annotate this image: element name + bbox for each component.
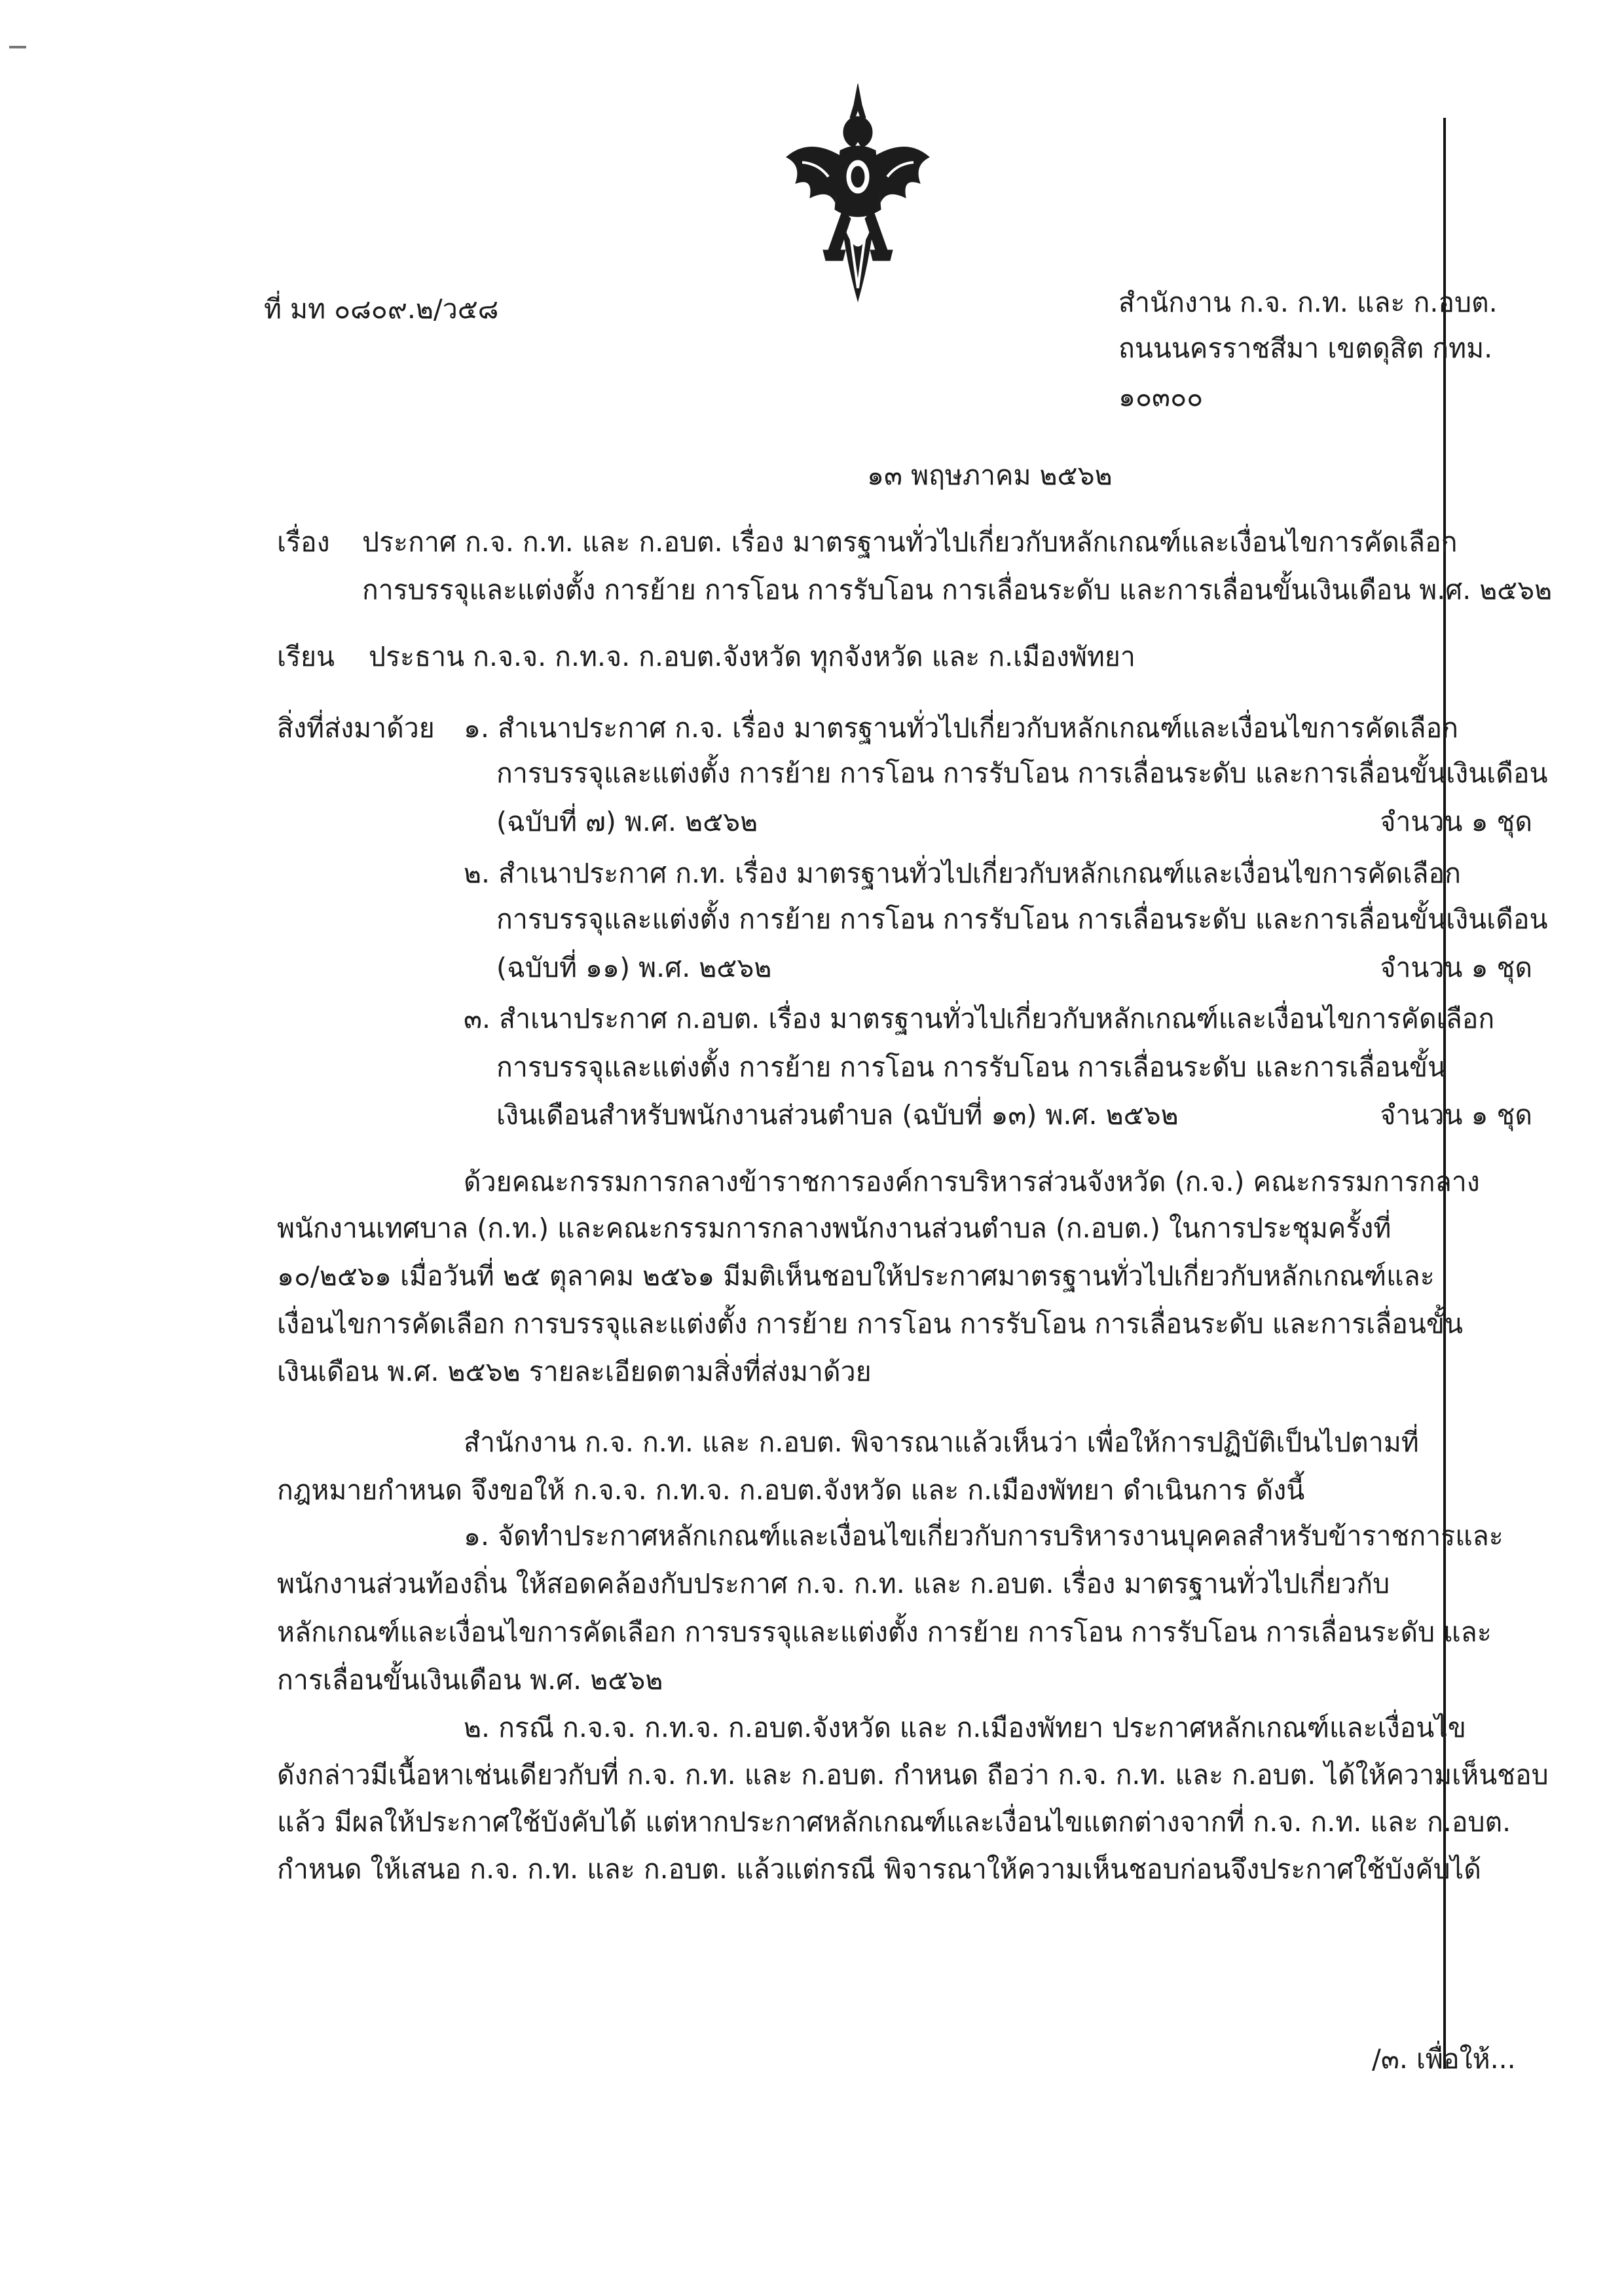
paragraph-2-line-2: กฎหมายกำหนด จึงขอให้ ก.จ.จ. ก.ท.จ. ก.อบต.จังหวัด และ ก.เมืองพัทยา ดำเนินการ ดังนี้ <box>277 1474 1305 1506</box>
subject-label: เรื่อง <box>277 526 330 558</box>
paragraph-1-line-5: เงินเดือน พ.ศ. ๒๕๖๒ รายละเอียดตามสิ่งที่ส่งมาด้วย <box>277 1356 872 1387</box>
paragraph-1-line-2: พนักงานเทศบาล (ก.ท.) และคณะกรรมการกลางพนักงานส่วนตำบล (ก.อบต.) ในการประชุมครั้งที่ <box>277 1212 1392 1244</box>
paragraph-1-line-3: ๑๐/๒๕๖๑ เมื่อวันที่ ๒๕ ตุลาคม ๒๕๖๑ มีมติเห็นชอบให้ประกาศมาตรฐานทั่วไปเกี่ยวกับหลักเกณฑ์และ <box>277 1260 1435 1292</box>
letter-date: ๑๓ พฤษภาคม ๒๕๖๒ <box>867 460 1113 491</box>
enclosure-item-2-line-3: (ฉบับที่ ๑๑) พ.ศ. ๒๕๖๒ <box>496 952 772 983</box>
recipient-label: เรียน <box>277 641 335 672</box>
action-item-2-line-4: กำหนด ให้เสนอ ก.จ. ก.ท. และ ก.อบต. แล้วแต่กรณี พิจารณาให้ความเห็นชอบก่อนจึงประกาศใช้บังคับได้ <box>277 1853 1481 1885</box>
paragraph-1-line-4: เงื่อนไขการคัดเลือก การบรรจุและแต่งตั้ง การย้าย การโอน การรับโอน การเลื่อนระดับ และการเลื่อนขั้น <box>277 1308 1463 1339</box>
subject-line-2: การบรรจุและแต่งตั้ง การย้าย การโอน การรับโอน การเลื่อนระดับ และการเลื่อนขั้นเงินเดือน พ.ศ. ๒๕๖๒ <box>362 574 1553 606</box>
action-item-1-line-1: ๑. จัดทำประกาศหลักเกณฑ์และเงื่อนไขเกี่ยวกับการบริหารงานบุคคลสำหรับข้าราชการและ <box>464 1520 1504 1552</box>
scan-artifact-edge-mark <box>9 46 26 48</box>
continuation-marker: /๓. เพื่อให้... <box>1372 2043 1516 2075</box>
enclosure-item-1-quantity: จำนวน ๑ ชุด <box>1380 806 1532 837</box>
enclosure-item-2-line-2: การบรรจุและแต่งตั้ง การย้าย การโอน การรับโอน การเลื่อนระดับ และการเลื่อนขั้นเงินเดือน <box>496 903 1548 935</box>
action-item-1-line-4: การเลื่อนขั้นเงินเดือน พ.ศ. ๒๕๖๒ <box>277 1664 663 1696</box>
action-item-2-line-2: ดังกล่าวมีเนื้อหาเช่นเดียวกับที่ ก.จ. ก.ท. และ ก.อบต. กำหนด ถือว่า ก.จ. ก.ท. และ ก.อบต. ได้ให้ความเห็นชอบ <box>277 1759 1549 1791</box>
paragraph-2-line-1: สำนักงาน ก.จ. ก.ท. และ ก.อบต. พิจารณาแล้วเห็นว่า เพื่อให้การปฏิบัติเป็นไปตามที่ <box>464 1427 1419 1458</box>
garuda-emblem-icon <box>783 79 933 308</box>
action-item-2-line-1: ๒. กรณี ก.จ.จ. ก.ท.จ. ก.อบต.จังหวัด และ ก.เมืองพัทยา ประกาศหลักเกณฑ์และเงื่อนไข <box>464 1712 1466 1743</box>
enclosure-item-1-line-2: การบรรจุและแต่งตั้ง การย้าย การโอน การรับโอน การเลื่อนระดับ และการเลื่อนขั้นเงินเดือน <box>496 757 1548 789</box>
recipient-text: ประธาน ก.จ.จ. ก.ท.จ. ก.อบต.จังหวัด ทุกจังหวัด และ ก.เมืองพัทยา <box>369 641 1135 672</box>
enclosure-item-3-quantity: จำนวน ๑ ชุด <box>1380 1099 1532 1131</box>
enclosure-item-1-line-3: (ฉบับที่ ๗) พ.ศ. ๒๕๖๒ <box>496 806 758 837</box>
enclosure-item-3-line-2: การบรรจุและแต่งตั้ง การย้าย การโอน การรับโอน การเลื่อนระดับ และการเลื่อนขั้น <box>496 1051 1447 1083</box>
office-address: ถนนนครราชสีมา เขตดุสิต กทม. <box>1118 333 1493 364</box>
enclosure-item-3-line-3: เงินเดือนสำหรับพนักงานส่วนตำบล (ฉบับที่ ๑๓) พ.ศ. ๒๕๖๒ <box>496 1099 1179 1131</box>
enclosure-item-2-quantity: จำนวน ๑ ชุด <box>1380 952 1532 983</box>
reference-number: ที่ มท ๐๘๐๙.๒/ว๕๘ <box>264 293 499 325</box>
enclosure-item-1-line-1: ๑. สำเนาประกาศ ก.จ. เรื่อง มาตรฐานทั่วไปเกี่ยวกับหลักเกณฑ์และเงื่อนไขการคัดเลือก <box>464 712 1458 744</box>
paragraph-1-line-1: ด้วยคณะกรรมการกลางข้าราชการองค์การบริหารส่วนจังหวัด (ก.จ.) คณะกรรมการกลาง <box>464 1166 1480 1197</box>
subject-line-1: ประกาศ ก.จ. ก.ท. และ ก.อบต. เรื่อง มาตรฐานทั่วไปเกี่ยวกับหลักเกณฑ์และเงื่อนไขการคัดเลือก <box>362 526 1458 558</box>
action-item-2-line-3: แล้ว มีผลให้ประกาศใช้บังคับได้ แต่หากประกาศหลักเกณฑ์และเงื่อนไขแตกต่างจากที่ ก.จ. ก.ท. และ ก.อบต. <box>277 1806 1511 1838</box>
enclosures-label: สิ่งที่ส่งมาด้วย <box>277 712 435 744</box>
enclosure-item-2-line-1: ๒. สำเนาประกาศ ก.ท. เรื่อง มาตรฐานทั่วไปเกี่ยวกับหลักเกณฑ์และเงื่อนไขการคัดเลือก <box>464 858 1461 889</box>
enclosure-item-3-line-1: ๓. สำเนาประกาศ ก.อบต. เรื่อง มาตรฐานทั่วไปเกี่ยวกับหลักเกณฑ์และเงื่อนไขการคัดเลือก <box>464 1003 1495 1034</box>
office-name: สำนักงาน ก.จ. ก.ท. และ ก.อบต. <box>1118 287 1498 318</box>
action-item-1-line-2: พนักงานส่วนท้องถิ่น ให้สอดคล้องกับประกาศ ก.จ. ก.ท. และ ก.อบต. เรื่อง มาตรฐานทั่วไปเกี่ยวกับ <box>277 1568 1390 1599</box>
action-item-1-line-3: หลักเกณฑ์และเงื่อนไขการคัดเลือก การบรรจุและแต่งตั้ง การย้าย การโอน การรับโอน การเลื่อนระดับ และ <box>277 1616 1492 1648</box>
office-postcode: ๑๐๓๐๐ <box>1118 381 1204 412</box>
